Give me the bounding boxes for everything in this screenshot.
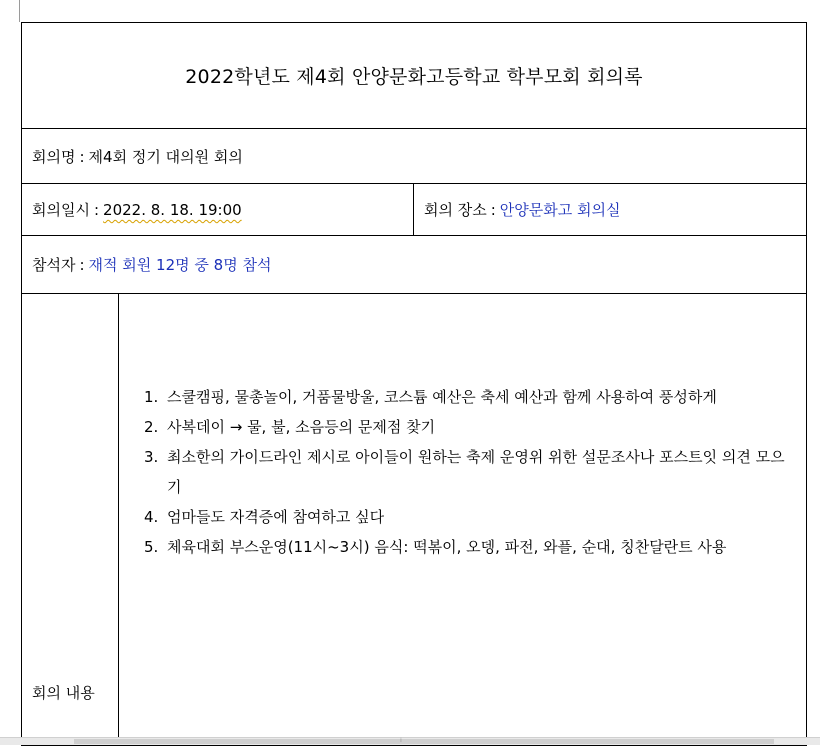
- agenda-item: [119, 382, 796, 412]
- agenda-item-text: 스쿨캠핑, 물총놀이, 거품물방울, 코스튬 예산은 축세 예산과 함께 사용하여 풍성하게: [167, 388, 717, 406]
- content-label-cell[interactable]: [22, 294, 119, 746]
- agenda-item-text: 사복데이 → 물, 불, 소음등의 문제점 찾기: [167, 418, 436, 436]
- agenda-item-number: 2.: [144, 418, 159, 436]
- attendees-value: 재적 회원 12명 중 8명 참석: [88, 256, 272, 274]
- separator-colon: :: [93, 201, 100, 219]
- meeting-datetime-value: 2022. 8. 18. 19:00: [103, 201, 242, 219]
- minutes-table: [21, 22, 807, 746]
- agenda-item-number: 1.: [144, 388, 159, 406]
- separator-colon: :: [79, 256, 85, 274]
- meeting-name-cell[interactable]: [22, 129, 807, 184]
- scrollbar-thumb[interactable]: [74, 739, 774, 744]
- separator-colon: :: [79, 147, 85, 166]
- agenda-item-text: 최소한의 가이드라인 제시로 아이들이 원하는 축제 운영위 위한 설문조사나 포스트잇 의견 모으기: [167, 448, 785, 496]
- page-edge: [19, 0, 20, 22]
- meeting-datetime-label: 회의일시: [32, 201, 90, 219]
- agenda-item-number: 4.: [144, 508, 159, 526]
- document-title: 2022학년도 제4회 안양문화고등학교 학부모회 회의록: [185, 66, 643, 88]
- agenda-item: [119, 502, 796, 532]
- agenda-item: [119, 412, 796, 442]
- agenda-list: [119, 382, 796, 562]
- meeting-place-label: 회의 장소: [424, 201, 487, 219]
- horizontal-scrollbar[interactable]: [0, 737, 820, 745]
- meeting-name-label: 회의명: [32, 147, 76, 166]
- agenda-item-text: 엄마들도 자격증에 참여하고 싶다: [167, 508, 385, 526]
- agenda-item-number: 3.: [144, 448, 159, 466]
- meeting-datetime-cell[interactable]: [22, 184, 414, 236]
- meeting-place-cell[interactable]: [414, 184, 807, 236]
- document-title-cell[interactable]: [22, 23, 807, 129]
- meeting-name-value: 제4회 정기 대의원 회의: [88, 147, 243, 166]
- agenda-item: [119, 442, 796, 502]
- separator-colon: :: [490, 201, 496, 219]
- agenda-item-text: 체육대회 부스운영(11시~3시) 음식: 떡볶이, 오뎅, 파전, 와플, 순대, 칭찬달란트 사용: [167, 538, 727, 556]
- attendees-label: 참석자: [32, 256, 76, 274]
- content-body-cell[interactable]: [119, 294, 807, 746]
- attendees-cell[interactable]: [22, 236, 807, 294]
- agenda-item: [119, 532, 796, 562]
- scrollbar-grip-icon: ⁞: [400, 737, 402, 744]
- content-label: 회의 내용: [32, 684, 95, 702]
- meeting-place-value: 안양문화고 회의실: [499, 201, 621, 219]
- agenda-item-number: 5.: [144, 538, 159, 556]
